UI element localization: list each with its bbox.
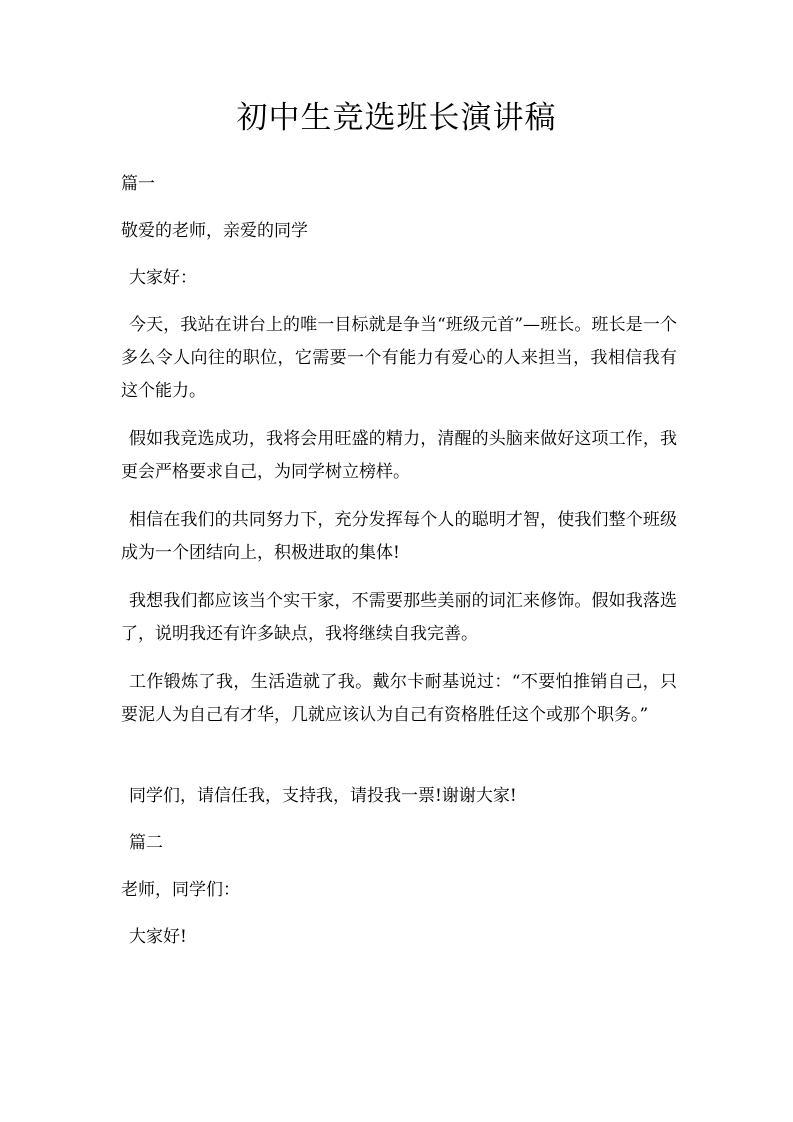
body-paragraph: 相信在我们的共同努力下，充分发挥每个人的聪明才智，使我们整个班级成为一个团结向上，积极进取的集体! xyxy=(121,510,677,563)
greeting-1: 大家好： xyxy=(129,268,197,288)
body-paragraph: 今天，我站在讲台上的唯一目标就是争当“班级元首”—班长。班长是一个多么令人向往的职位，它需要一个有能力有爱心的人来担当，我相信我有这个能力。 xyxy=(121,315,677,401)
section-heading-1: 篇一 xyxy=(121,174,155,194)
body-paragraph: 我想我们都应该当个实干家，不需要那些美丽的词汇来修饰。假如我落选了，说明我还有许多缺点，我将继续自我完善。 xyxy=(121,591,677,644)
greeting-2: 大家好! xyxy=(129,927,187,947)
section-heading-2: 篇二 xyxy=(129,833,163,853)
body-paragraph: 假如我竞选成功，我将会用旺盛的精力，清醒的头脑来做好这项工作，我更会严格要求自己，为同学树立榜样。 xyxy=(121,429,677,482)
salutation-2: 老师，同学们： xyxy=(121,880,240,900)
salutation-1: 敬爱的老师，亲爱的同学 xyxy=(121,221,308,241)
body-paragraph: 同学们，请信任我，支持我，请投我一票!谢谢大家! xyxy=(129,786,517,806)
document-title: 初中生竞选班长演讲稿 xyxy=(236,100,557,136)
body-paragraph: 工作锻炼了我，生活造就了我。戴尔卡耐基说过：“不要怕推销自己，只要泥人为自己有才华，几就应该认为自己有资格胜任这个或那个职务。” xyxy=(121,672,677,725)
